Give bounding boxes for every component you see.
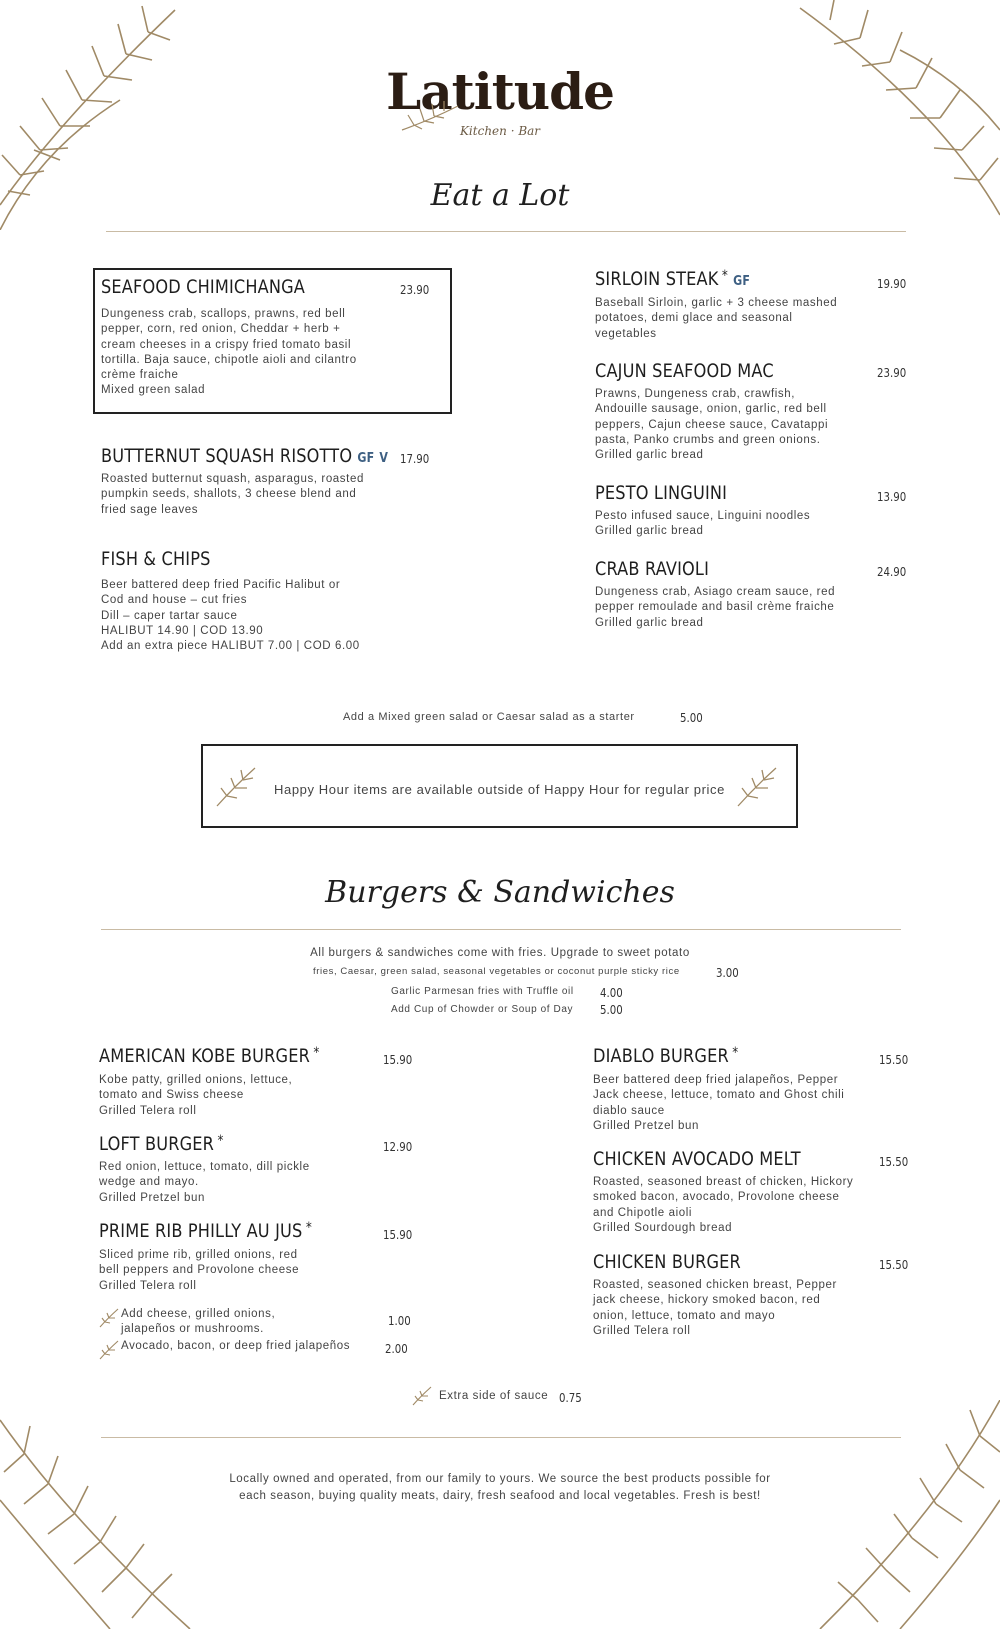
extra-premium-toppings: Avocado, bacon, or deep fried jalapeños: [121, 1340, 351, 1352]
menu-item-description: Roasted, seasoned breast of chicken, Hickory smoked bacon, avocado, Provolone cheese and Chipotle aioli Grilled Sourdough bread: [593, 1176, 854, 1234]
menu-item-price: 12.90: [383, 1140, 413, 1154]
upgrade-price: 3.00: [716, 966, 739, 980]
corner-foliage-bottom-left: [0, 1400, 200, 1629]
menu-item-title: CHICKEN BURGER: [593, 1251, 741, 1273]
divider: [101, 1437, 901, 1438]
menu-item-title: PESTO LINGUINI: [595, 482, 728, 504]
menu-item-title: DIABLO BURGER *: [593, 1045, 739, 1067]
brand-tagline: Kitchen · Bar: [459, 124, 541, 138]
corner-foliage-bottom-right: [800, 1400, 1000, 1629]
menu-item-title: PRIME RIB PHILLY AU JUS *: [99, 1220, 312, 1242]
extra-toppings: Add cheese, grilled onions, jalapeños or mushrooms.: [121, 1308, 276, 1336]
menu-item-price: 23.90: [877, 366, 907, 380]
menu-item-description: Dungeness crab, scallops, prawns, red bell pepper, corn, red onion, Cheddar + herb + cream cheeses in a crispy fried tomato basil tortilla. Baja sauce, chipotle aioli and cilantro crème fraiche Mixed green salad: [101, 308, 357, 397]
option-soup-price: 5.00: [600, 1003, 623, 1017]
gluten-free-badge: GF: [357, 451, 375, 466]
menu-item-description: Beer battered deep fried jalapeños, Pepper Jack cheese, lettuce, tomato and Ghost chili diablo sauce Grilled Pretzel bun: [593, 1074, 845, 1132]
option-truffle-fries: Garlic Parmesan fries with Truffle oil: [391, 986, 574, 997]
footer-line2: each season, buying quality meats, dairy, fresh seafood and local vegetables. Fresh is best!: [239, 1490, 761, 1502]
burgers-intro-line2: fries, Caesar, green salad, seasonal vegetables or coconut purple sticky rice: [313, 966, 680, 977]
menu-item-description: Kobe patty, grilled onions, lettuce, tomato and Swiss cheese Grilled Telera roll: [99, 1074, 293, 1117]
menu-item-title: CRAB RAVIOLI: [595, 558, 710, 580]
extra-sauce-note: Extra side of sauce: [439, 1390, 549, 1402]
menu-item-description: Sliced prime rib, grilled onions, red bell peppers and Provolone cheese Grilled Telera roll: [99, 1249, 300, 1292]
footer-line1: Locally owned and operated, from our family to yours. We source the best products possible for: [229, 1473, 771, 1485]
menu-item-price: 23.90: [400, 283, 430, 297]
divider: [106, 231, 906, 232]
menu-item-description: Prawns, Dungeness crab, crawfish, Andouille sausage, onion, garlic, red bell peppers, Cajun cheese sauce, Cavatappi pasta, Panko crumbs and green onions. Grilled garlic bread: [595, 388, 829, 462]
divider: [101, 929, 901, 930]
leaf-icon: [412, 1386, 432, 1406]
menu-item-price: 19.90: [877, 277, 907, 291]
menu-item-description: Roasted, seasoned chicken breast, Pepper jack cheese, hickory smoked bacon, red onion, lettuce, tomato and mayo Grilled Telera roll: [593, 1279, 837, 1337]
menu-item-title: SEAFOOD CHIMICHANGA: [101, 276, 306, 298]
menu-item-title: LOFT BURGER *: [99, 1133, 224, 1155]
menu-item-price: 15.50: [879, 1258, 909, 1272]
menu-item-price: 17.90: [400, 452, 430, 466]
happy-hour-note: Happy Hour items are available outside of Happy Hour for regular price: [274, 782, 725, 797]
extra-toppings-price: 1.00: [388, 1314, 411, 1328]
menu-item-title: AMERICAN KOBE BURGER *: [99, 1045, 320, 1067]
addon-price: 5.00: [680, 711, 703, 725]
menu-item-price: 13.90: [877, 490, 907, 504]
section-title-eat-a-lot: Eat a Lot: [430, 178, 570, 213]
extra-sauce-price: 0.75: [559, 1391, 582, 1405]
section-title-burgers: Burgers & Sandwiches: [325, 875, 675, 910]
menu-item-title: FISH & CHIPS: [101, 548, 211, 570]
menu-item-price: 15.50: [879, 1053, 909, 1067]
gluten-free-badge: GF: [733, 274, 751, 289]
menu-item-description: Baseball Sirloin, garlic + 3 cheese mashed potatoes, demi glace and seasonal vegetables: [595, 297, 838, 340]
menu-item-description: Beer battered deep fried Pacific Halibut or Cod and house – cut fries Dill – caper tartar sauce HALIBUT 14.90 | COD 13.90 Add an extra piece HALIBUT 7.00 | COD 6.00: [101, 579, 360, 653]
option-soup: Add Cup of Chowder or Soup of Day: [391, 1004, 574, 1015]
menu-item-title: CHICKEN AVOCADO MELT: [593, 1148, 801, 1170]
menu-item-title: BUTTERNUT SQUASH RISOTTO GF V: [101, 445, 389, 467]
vegetarian-badge: V: [379, 451, 389, 466]
menu-item-description: Roasted butternut squash, asparagus, roasted pumpkin seeds, shallots, 3 cheese blend and fried sage leaves: [101, 473, 364, 516]
leaf-icon: [99, 1340, 119, 1360]
menu-item-description: Pesto infused sauce, Linguini noodles Grilled garlic bread: [595, 510, 811, 538]
brand-logo-name: Latitude: [386, 62, 614, 121]
extra-premium-toppings-price: 2.00: [385, 1342, 408, 1356]
menu-item-price: 15.90: [383, 1228, 413, 1242]
menu-item-description: Red onion, lettuce, tomato, dill pickle wedge and mayo. Grilled Pretzel bun: [99, 1161, 310, 1204]
menu-item-price: 15.90: [383, 1053, 413, 1067]
burgers-intro-line1: All burgers & sandwiches come with fries. Upgrade to sweet potato: [310, 947, 690, 959]
menu-item-title: CAJUN SEAFOOD MAC: [595, 360, 774, 382]
leaf-icon: [99, 1308, 119, 1328]
menu-item-title: SIRLOIN STEAK * GF: [595, 268, 751, 290]
option-truffle-fries-price: 4.00: [600, 986, 623, 1000]
addon-note: Add a Mixed green salad or Caesar salad as a starter: [343, 711, 635, 723]
menu-item-description: Dungeness crab, Asiago cream sauce, red pepper remoulade and basil crème fraiche Grilled garlic bread: [595, 586, 836, 629]
menu-item-price: 24.90: [877, 565, 907, 579]
menu-item-price: 15.50: [879, 1155, 909, 1169]
